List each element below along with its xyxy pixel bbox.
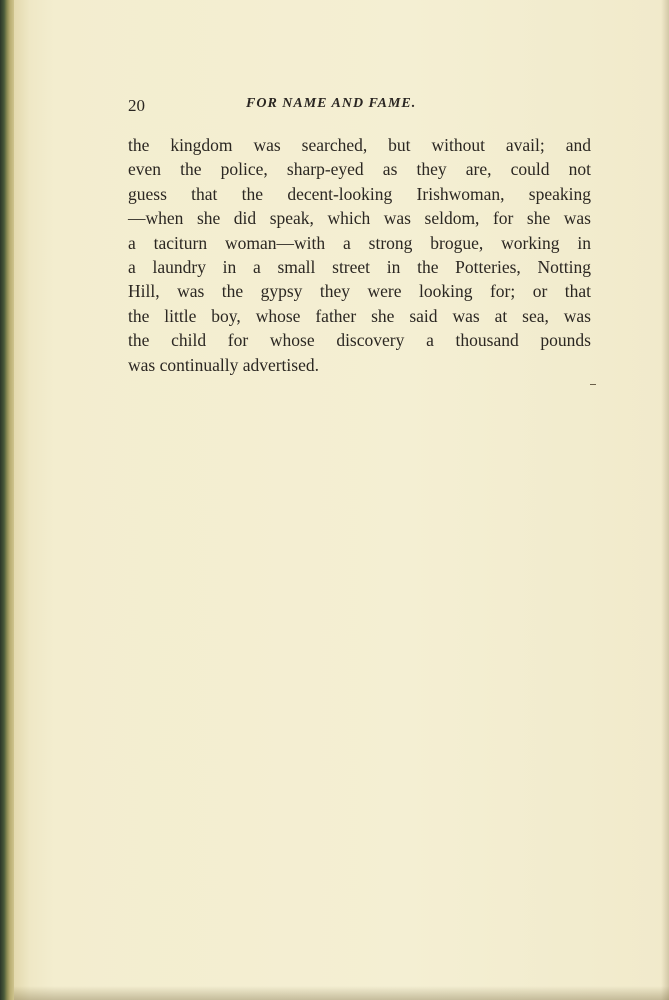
text-line: guess that the decent-looking Irishwoman, speaking — [128, 183, 591, 204]
body-text — [128, 133, 591, 377]
running-head-title: FOR NAME AND FAME. — [246, 96, 417, 111]
page-bottom-edge-shadow — [14, 986, 669, 1000]
text-line: the little boy, whose father she said was at sea, was — [128, 305, 591, 326]
text-line: Hill, was the gypsy they were looking for; or that — [128, 281, 591, 302]
text-line: a laundry in a small street in the Potteries, Notting — [128, 257, 591, 278]
text-line: the kingdom was searched, but without avail; and — [128, 135, 591, 155]
running-head — [128, 96, 598, 118]
text-line: a taciturn woman—with a strong brogue, working in — [128, 232, 591, 253]
text-line: —when she did speak, which was seldom, for she was — [128, 208, 591, 229]
margin-mark — [590, 384, 596, 385]
page-right-edge-shadow — [661, 0, 669, 1000]
text-line: the child for whose discovery a thousand pounds — [128, 330, 591, 351]
text-line: was continually advertised. — [128, 354, 319, 375]
text-line: even the police, sharp-eyed as they are, could not — [128, 159, 591, 180]
page-number: 20 — [128, 96, 145, 115]
